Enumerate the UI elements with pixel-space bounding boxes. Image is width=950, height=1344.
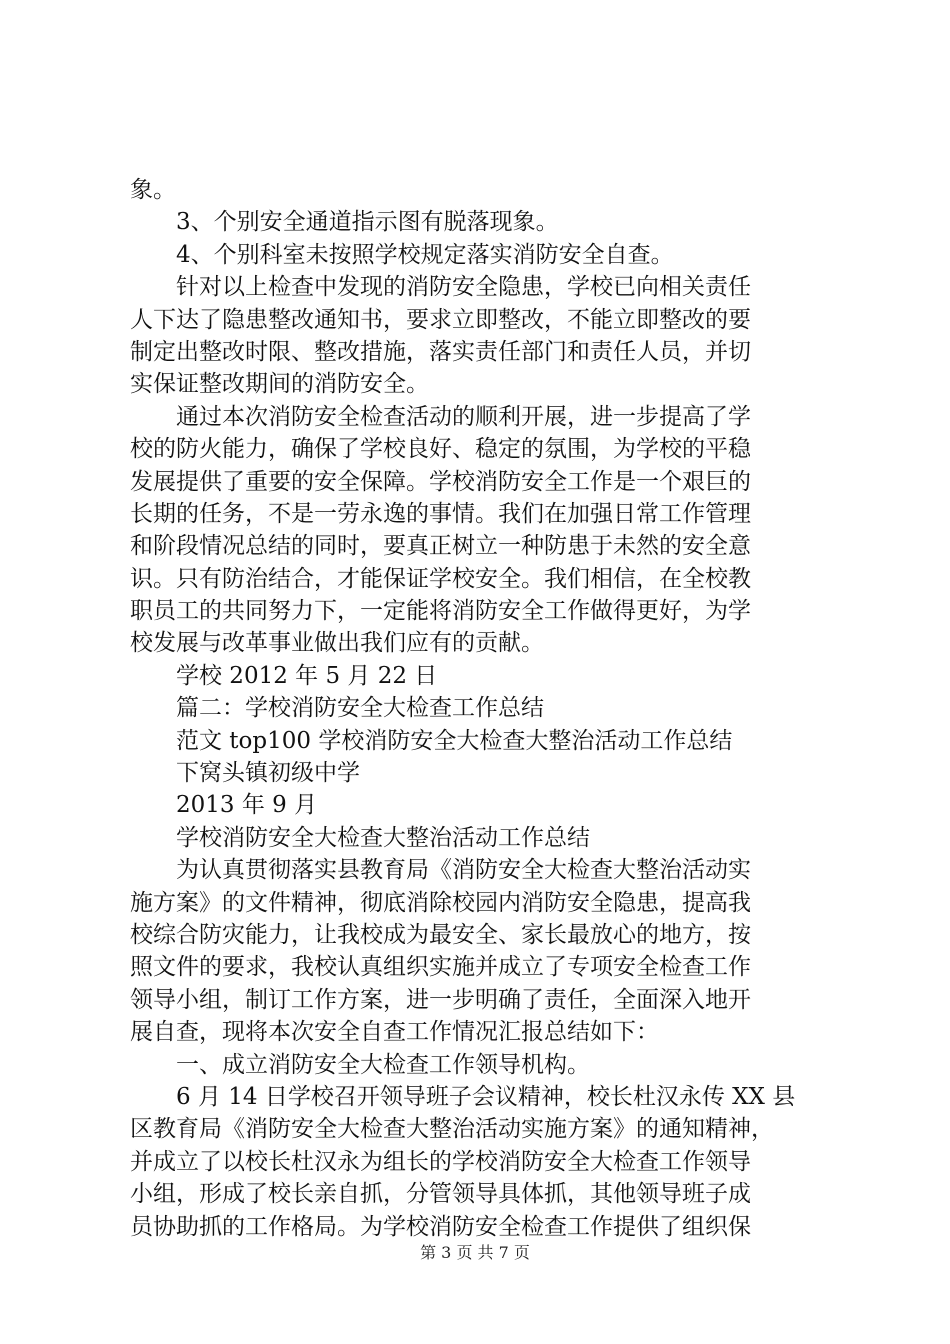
text-line: 校的防火能力，确保了学校良好、稳定的氛围，为学校的平稳	[130, 436, 751, 463]
school-name: 下窝头镇初级中学	[130, 760, 360, 787]
subsection-heading: 一、成立消防安全大检查工作领导机构。	[130, 1051, 590, 1078]
text-line: 和阶段情况总结的同时，要真正树立一种防患于未然的安全意	[130, 533, 751, 560]
text-line: 象。	[130, 177, 176, 203]
section-heading: 篇二：学校消防安全大检查工作总结	[130, 695, 544, 722]
text-line: 识。只有防治结合，才能保证学校安全。我们相信，在全校教	[130, 565, 751, 592]
date-line: 2013 年 9 月	[130, 792, 318, 819]
text-line: 人下达了隐患整改通知书，要求立即整改，不能立即整改的要	[130, 306, 751, 333]
document-title: 学校消防安全大检查大整治活动工作总结	[130, 824, 590, 851]
text-line: 长期的任务，不是一劳永逸的事情。我们在加强日常工作管理	[130, 500, 751, 527]
text-line: 校发展与改革事业做出我们应有的贡献。	[130, 630, 544, 657]
date-line: 学校 2012 年 5 月 22 日	[130, 662, 438, 689]
text-line: 6 月 14 日学校召开领导班子会议精神，校长杜汉永传 XX 县	[130, 1083, 796, 1110]
text-line: 通过本次消防安全检查活动的顺利开展，进一步提高了学	[130, 403, 751, 430]
text-line: 展自查，现将本次安全自查工作情况汇报总结如下：	[130, 1019, 659, 1046]
text-line: 职员工的共同努力下，一定能将消防安全工作做得更好，为学	[130, 598, 751, 625]
text-line: 实保证整改期间的消防安全。	[130, 371, 429, 398]
text-line: 发展提供了重要的安全保障。学校消防安全工作是一个艰巨的	[130, 468, 751, 495]
text-line: 校综合防灾能力，让我校成为最安全、家长最放心的地方，按	[130, 921, 751, 948]
text-line: 照文件的要求，我校认真组织实施并成立了专项安全检查工作	[130, 954, 751, 981]
text-line: 施方案》的文件精神，彻底消除校园内消防安全隐患，提高我	[130, 889, 751, 916]
document-body	[130, 174, 830, 1243]
text-line: 并成立了以校长杜汉永为组长的学校消防安全大检查工作领导	[130, 1148, 751, 1175]
text-line: 范文 top100 学校消防安全大检查大整治活动工作总结	[130, 727, 733, 754]
text-line: 4、个别科室未按照学校规定落实消防安全自查。	[130, 241, 674, 268]
text-line: 区教育局《消防安全大检查大整治活动实施方案》的通知精神，	[130, 1116, 774, 1143]
text-line: 领导小组，制订工作方案，进一步明确了责任，全面深入地开	[130, 986, 751, 1013]
text-line: 制定出整改时限、整改措施，落实责任部门和责任人员，并切	[130, 338, 751, 365]
text-line: 员协助抓的工作格局。为学校消防安全检查工作提供了组织保	[130, 1213, 751, 1240]
text-line: 小组，形成了校长亲自抓，分管领导具体抓，其他领导班子成	[130, 1181, 751, 1208]
text-line: 3、个别安全通道指示图有脱落现象。	[130, 209, 559, 236]
text-line: 为认真贯彻落实县教育局《消防安全大检查大整治活动实	[130, 857, 751, 884]
page-number: 第 3 页 共 7 页	[420, 1243, 530, 1262]
text-line: 针对以上检查中发现的消防安全隐患，学校已向相关责任	[130, 274, 751, 301]
